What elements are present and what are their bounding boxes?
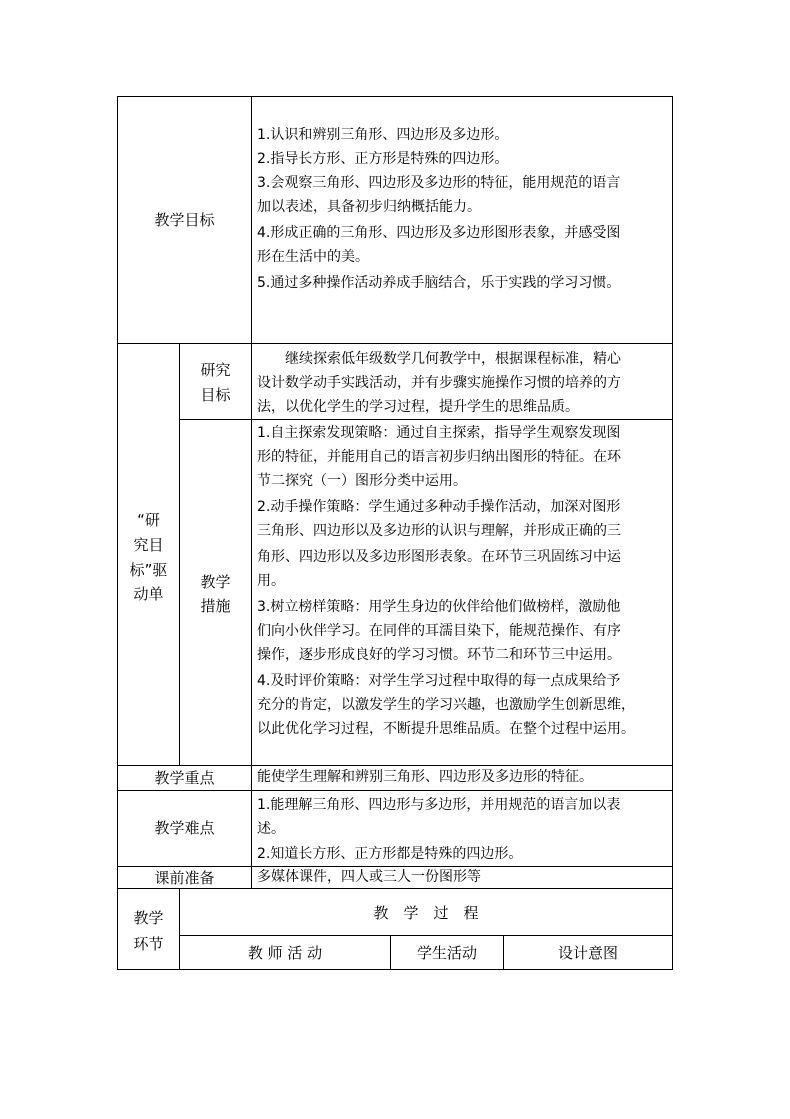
stage-label-line: 教学 — [133, 909, 164, 927]
prep-text: 多媒体课件，四人或三人一份图形等 — [257, 869, 481, 885]
difficulty-line: 述。 — [257, 821, 285, 837]
measure-line: 操作，逐步形成良好的学习习惯。环节二和环节三中运用。 — [257, 647, 621, 663]
research-target-line: 研究 — [200, 361, 231, 379]
measure-line: 节二探究（一）图形分类中运用。 — [257, 473, 467, 489]
measures-label-line: 教学 — [200, 573, 231, 591]
key-label: 教学重点 — [154, 769, 215, 787]
measure-line: 用。 — [257, 573, 285, 589]
rule-bottom — [117, 969, 673, 970]
measure-line: 们向小伙伴学习。在同伴的耳濡目染下，能规范操作、有序 — [257, 623, 621, 639]
col-header-intent: 设计意图 — [557, 944, 618, 962]
target-line: 法，以优化学生的学习过程，提升学生的思维品质。 — [257, 399, 579, 415]
measure-line: 3.树立榜样策略：用学生身边的伙伴给他们做榜样，激励他 — [257, 599, 621, 615]
measure-line: 充分的肯定，以激发学生的学习兴趣，也激励学生创新思维， — [257, 697, 635, 713]
key-text: 能使学生理解和辨别三角形、四边形及多边形的特征。 — [257, 769, 593, 785]
research-outer-line: “研 — [137, 511, 160, 529]
goal-item: 形在生活中的美。 — [257, 249, 369, 265]
process-title: 教 学 过 程 — [373, 904, 479, 922]
prep-label: 课前准备 — [154, 869, 215, 887]
goal-item: 5.通过多种操作活动养成手脑结合，乐于实践的学习习惯。 — [257, 275, 621, 291]
stage-label-line: 环节 — [133, 935, 164, 953]
rule-content-split-b — [251, 419, 252, 889]
rule-content-split-a — [251, 96, 252, 344]
rule-right — [672, 96, 673, 970]
research-outer-line: 动单 — [133, 585, 164, 603]
goal-item: 1.认识和辨别三角形、四边形及多边形。 — [257, 127, 509, 143]
research-target-line: 目标 — [200, 386, 231, 404]
measure-line: 角形、四边形以及多边形图形表象。在环节三巩固练习中运 — [257, 549, 621, 565]
goal-item: 加以表述，具备初步归纳概括能力。 — [257, 199, 481, 215]
rule-target-split — [251, 343, 252, 420]
measure-line: 三角形、四边形以及多边形的认识与理解，并形成正确的三 — [257, 523, 621, 539]
target-line: 设计数学动手实践活动，并有步骤实施操作习惯的培养的方 — [257, 375, 621, 391]
measure-line: 2.动手操作策略：学生通过多种动手操作活动，加深对图形 — [257, 499, 621, 515]
rule-goals-bottom — [117, 343, 673, 344]
measure-line: 4.及时评价策略：对学生学习过程中取得的每一点成果给予 — [257, 673, 621, 689]
goals-label: 教学目标 — [154, 211, 215, 229]
col-header-student: 学生活动 — [416, 944, 477, 962]
goal-item: 2.指导长方形、正方形是特殊的四边形。 — [257, 151, 509, 167]
col-header-teacher: 教 师 活 动 — [247, 944, 323, 962]
goal-item: 4.形成正确的三角形、四边形及多边形图形表象，并感受图 — [257, 225, 621, 241]
measure-line: 1.自主探索发现策略：通过自主探索，指导学生观察发现图 — [257, 425, 621, 441]
research-outer-line: 究目 — [133, 536, 164, 554]
target-line: 继续探索低年级数学几何教学中，根据课程标准，精心 — [285, 351, 621, 367]
research-outer-line: 标”驱 — [129, 561, 168, 579]
goal-item: 3.会观察三角形、四边形及多边形的特征，能用规范的语言 — [257, 175, 621, 191]
difficulty-line: 2.知道长方形、正方形都是特殊的四边形。 — [257, 846, 523, 862]
rule-top — [117, 96, 673, 97]
measures-label-line: 措施 — [200, 597, 231, 615]
rule-process-title-bottom — [179, 935, 673, 936]
measure-line: 形的特征，并能用自己的语言初步归纳出图形的特征。在环 — [257, 449, 621, 465]
rule-key-bottom — [117, 790, 673, 791]
measure-line: 以此优化学习过程，不断提升思维品质。在整个过程中运用。 — [257, 721, 635, 737]
difficulty-line: 1.能理解三角形、四边形与多边形，并用规范的语言加以表 — [257, 797, 621, 813]
difficulty-label: 教学难点 — [154, 819, 215, 837]
